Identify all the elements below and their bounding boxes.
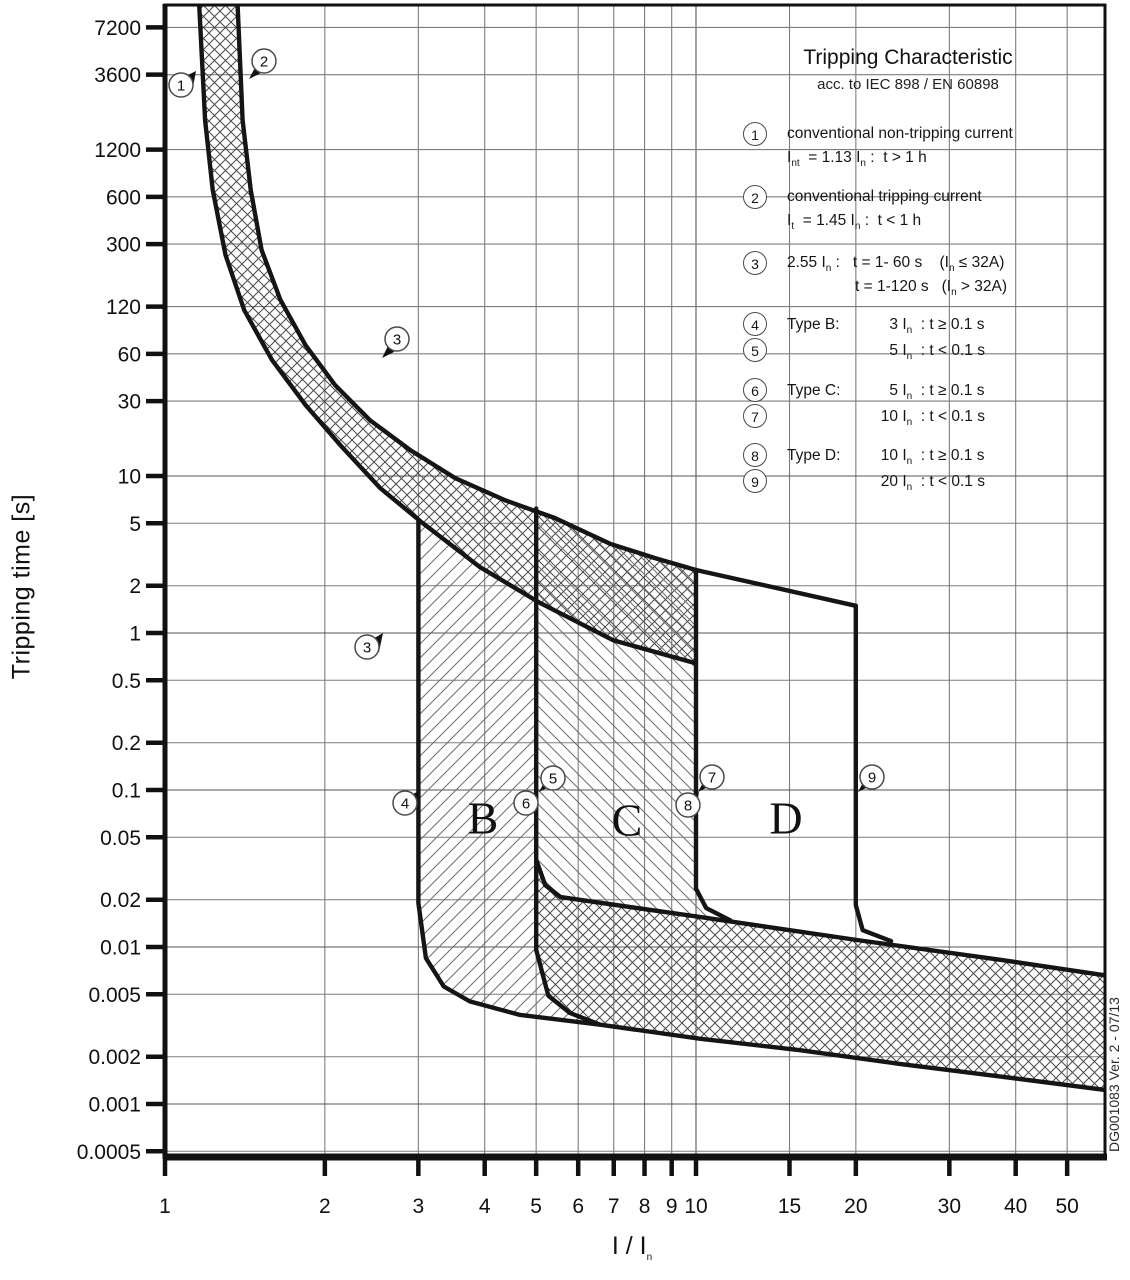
- legend-type-c-label: Type C:: [787, 382, 841, 399]
- y-tick-label: 2: [129, 575, 141, 599]
- y-tick-label: 7200: [94, 16, 141, 40]
- legend-type-b-label: Type B:: [787, 316, 840, 333]
- x-tick-label: 7: [607, 1195, 620, 1218]
- y-tick-label: 0.0005: [76, 1140, 141, 1164]
- region-label-C: C: [611, 794, 643, 846]
- legend-title: Tripping Characteristic: [803, 46, 1013, 69]
- curve-ten-vertical: [696, 570, 730, 920]
- marker-number-1: 1: [176, 77, 186, 95]
- x-tick-label: 30: [937, 1195, 962, 1218]
- legend-type-b-line-2: 5 $I_n$ : t < 0.1 s: [889, 342, 985, 363]
- y-tick-label: 0.05: [100, 826, 141, 850]
- y-tick-label: 5: [129, 512, 141, 536]
- y-tick-label: 1200: [94, 139, 141, 163]
- marker-number-6: 6: [521, 795, 531, 813]
- marker-number-4: 4: [400, 795, 410, 813]
- x-tick-label: 8: [638, 1195, 651, 1218]
- y-tick-label: 300: [105, 233, 141, 257]
- legend-type-d-line-2: 20 $I_n$ : t < 0.1 s: [880, 473, 985, 494]
- legend-number-badge-6: 6: [743, 378, 767, 402]
- y-tick-label: 3600: [94, 64, 141, 88]
- curve-d-upper: [696, 570, 856, 606]
- y-tick-label: 0.005: [88, 983, 141, 1007]
- legend-type-c-line-1: 5 $I_n$ : t ≥ 0.1 s: [889, 382, 985, 403]
- x-tick-label: 2: [319, 1195, 331, 1218]
- y-tick-label: 0.001: [88, 1093, 141, 1117]
- legend-type-d-line-1: 10 $I_n$ : t ≥ 0.1 s: [880, 447, 985, 468]
- x-tick-label: 20: [844, 1195, 868, 1218]
- marker-number-8: 8: [683, 797, 693, 815]
- marker-number-3: 3: [362, 639, 372, 657]
- legend-subtitle: acc. to IEC 898 / EN 60898: [817, 76, 999, 93]
- y-tick-label: 0.002: [88, 1046, 141, 1070]
- x-tick-label: 5: [530, 1195, 542, 1218]
- x-tick-label: 6: [572, 1195, 585, 1218]
- legend-number-badge-1: 1: [743, 122, 767, 146]
- x-tick-label: 9: [665, 1195, 678, 1218]
- legend-number-badge-4: 4: [743, 312, 767, 336]
- y-tick-label: 10: [117, 465, 141, 489]
- legend-number-badge-5: 5: [743, 338, 767, 362]
- legend-item-2-formula: $I_t = 1.45$ $I_n$ : t < 1 h: [787, 212, 922, 233]
- legend-item-2: [728, 185, 1108, 233]
- legend-item-1-text: conventional non-tripping current: [787, 125, 1013, 142]
- legend-number-badge-7: 7: [743, 404, 767, 428]
- curve-curve-trip: [238, 5, 696, 570]
- legend-type-c-line-2: 10 $I_n$ : t < 0.1 s: [880, 408, 985, 429]
- y-tick-label: 0.1: [111, 779, 141, 803]
- marker-number-9: 9: [867, 769, 877, 787]
- legend-item-3-formula: t = 1-120 s $(I_n > 32A)$: [855, 278, 1008, 299]
- region-label-B: B: [467, 792, 499, 844]
- legend-number-badge-2: 2: [743, 185, 767, 209]
- y-tick-label: 30: [117, 390, 141, 414]
- legend-item-1: [728, 122, 1108, 170]
- x-tick-label: 3: [412, 1195, 425, 1218]
- region-label-D: D: [769, 792, 803, 844]
- legend-number-badge-8: 8: [743, 443, 767, 467]
- legend-number-badge-3: 3: [743, 251, 767, 275]
- x-tick-label: 50: [1055, 1195, 1079, 1218]
- legend-type-d-label: Type D:: [787, 447, 841, 464]
- marker-number-5: 5: [548, 770, 558, 788]
- y-tick-label: 1: [129, 622, 141, 646]
- legend-item-1-formula: $I_{nt} = 1.13$ $I_n$ : t > 1 h: [787, 149, 927, 170]
- legend-item-3-text: 2.55 $I_n$ : t = 1- 60 s $(I_n \le 32A)$: [787, 254, 1005, 275]
- legend: [728, 40, 1108, 510]
- marker-number-2: 2: [259, 53, 269, 71]
- x-axis-title: I / $I_n$: [611, 1232, 653, 1263]
- y-tick-label: 60: [117, 343, 141, 367]
- legend-item-2-text: conventional tripping current: [787, 188, 982, 205]
- x-tick-label: 4: [478, 1195, 491, 1218]
- legend-type-b-line-1: 3 $I_n$ : t ≥ 0.1 s: [889, 316, 985, 337]
- legend-number-badge-9: 9: [743, 469, 767, 493]
- marker-number-7: 7: [707, 769, 717, 787]
- y-tick-label: 0.2: [111, 732, 141, 756]
- x-tick-label: 40: [1004, 1195, 1028, 1218]
- y-tick-label: 600: [105, 186, 141, 210]
- legend-item-3: [728, 251, 1108, 299]
- y-tick-label: 0.02: [100, 889, 141, 913]
- y-tick-label: 0.5: [111, 669, 141, 693]
- x-tick-label: 10: [684, 1195, 708, 1218]
- document-reference-note: DG001083 Ver. 2 - 07/13: [1106, 997, 1122, 1152]
- x-tick-label: 1: [159, 1195, 171, 1218]
- marker-number-3: 3: [392, 331, 402, 349]
- y-tick-label: 120: [105, 296, 141, 320]
- y-axis-title: Tripping time [s]: [7, 493, 36, 680]
- y-tick-label: 0.01: [100, 936, 141, 960]
- x-tick-label: 15: [777, 1195, 802, 1218]
